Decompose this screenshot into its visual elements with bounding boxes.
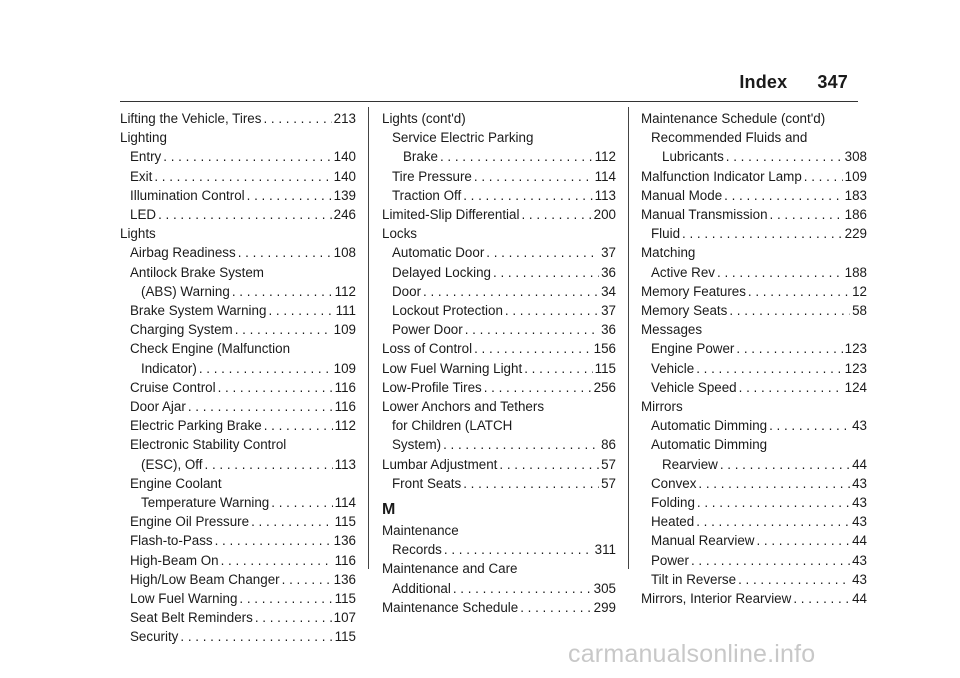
index-entry [382, 339, 616, 358]
dot-leader [736, 339, 842, 358]
entry-page: 44 [852, 533, 867, 549]
dot-leader [239, 589, 332, 608]
dot-leader [453, 579, 592, 598]
index-entry [120, 397, 356, 416]
index-entry [120, 359, 356, 378]
index-entry [120, 243, 356, 262]
watermark: carmanualsonline.info [568, 640, 816, 668]
dot-leader [268, 301, 333, 320]
entry-term: Manual Mode [641, 187, 723, 203]
entry-term: Door Ajar [130, 399, 186, 415]
index-column-3 [641, 109, 867, 608]
dot-leader [769, 416, 850, 435]
index-entry [641, 167, 867, 186]
dot-leader [474, 167, 593, 186]
entry-page: 43 [852, 514, 867, 530]
entry-term: Memory Features [641, 283, 746, 299]
entry-term: Active Rev [651, 264, 715, 280]
dot-leader [486, 243, 599, 262]
index-entry [641, 570, 867, 589]
index-entry [120, 512, 356, 531]
section-letter: M [382, 501, 396, 519]
entry-term: Power [651, 552, 689, 568]
entry-page: 112 [334, 418, 356, 434]
index-entry [641, 531, 867, 550]
dot-leader [221, 551, 333, 570]
entry-page: 36 [601, 264, 616, 280]
dot-leader [188, 397, 333, 416]
entry-term: Manual Transmission [641, 207, 768, 223]
index-entry [382, 167, 616, 186]
entry-term: Electric Parking Brake [130, 418, 262, 434]
entry-term: Fluid [651, 226, 681, 242]
dot-leader [158, 205, 332, 224]
dot-leader [232, 282, 333, 301]
index-entry [382, 455, 616, 474]
entry-term: Lockout Protection [392, 303, 503, 319]
entry-page: 44 [852, 456, 867, 472]
entry-page: 256 [593, 379, 616, 395]
index-entry [120, 320, 356, 339]
dot-leader [738, 570, 850, 589]
entry-page: 109 [333, 322, 356, 338]
entry-page: 37 [601, 245, 616, 261]
entry-page: 112 [334, 283, 356, 299]
index-heading: Locks [382, 226, 417, 242]
entry-page: 115 [334, 514, 356, 530]
entry-term: Traction Off [392, 187, 462, 203]
entry-page: 115 [334, 591, 356, 607]
entry-page: 112 [594, 149, 616, 165]
index-entry [382, 263, 616, 282]
index-entry [641, 186, 867, 205]
entry-page: 246 [333, 207, 356, 223]
entry-page: 113 [334, 456, 356, 472]
dot-leader [493, 263, 599, 282]
entry-term: Tire Pressure [392, 168, 472, 184]
index-entry [120, 147, 356, 166]
dot-leader [729, 301, 850, 320]
entry-term: Malfunction Indicator Lamp [641, 168, 802, 184]
entry-page: 37 [601, 303, 616, 319]
dot-leader [251, 512, 333, 531]
dot-leader [465, 320, 599, 339]
entry-term: Vehicle [651, 360, 695, 376]
index-column-1 [120, 109, 356, 647]
entry-term: High-Beam On [130, 552, 219, 568]
dot-leader [793, 589, 850, 608]
index-heading: Lights [120, 226, 156, 242]
entry-term: Limited-Slip Differential [382, 207, 520, 223]
index-heading: for Children (LATCH [392, 418, 513, 434]
entry-term: Lumbar Adjustment [382, 456, 498, 472]
entry-term: Vehicle Speed [651, 379, 737, 395]
dot-leader [218, 378, 333, 397]
index-entry [641, 551, 867, 570]
dot-leader [163, 147, 331, 166]
entry-page: 109 [844, 168, 867, 184]
entry-page: 123 [844, 360, 867, 376]
entry-term: Power Door [392, 322, 463, 338]
dot-leader [463, 474, 599, 493]
index-entry [382, 359, 616, 378]
index-entry [120, 455, 356, 474]
dot-leader [696, 359, 842, 378]
dot-leader [154, 167, 331, 186]
index-heading: Service Electric Parking [392, 130, 534, 146]
index-heading: Electronic Stability Control [130, 437, 287, 453]
entry-page: 186 [844, 207, 867, 223]
entry-page: 44 [852, 591, 867, 607]
index-entry [641, 455, 867, 474]
entry-page: 140 [333, 168, 356, 184]
dot-leader [440, 147, 593, 166]
entry-term: Cruise Control [130, 379, 216, 395]
dot-leader [271, 493, 332, 512]
entry-page: 183 [844, 187, 867, 203]
dot-leader [524, 359, 592, 378]
index-entry [120, 186, 356, 205]
index-entry [120, 378, 356, 397]
entry-term: Door [392, 283, 422, 299]
dot-leader [698, 474, 850, 493]
entry-term: Front Seats [392, 475, 462, 491]
entry-term: Memory Seats [641, 303, 728, 319]
entry-page: 136 [333, 571, 356, 587]
index-heading: Engine Coolant [130, 475, 222, 491]
dot-leader [748, 282, 850, 301]
entry-term: Loss of Control [382, 341, 473, 357]
entry-term: Tilt in Reverse [651, 571, 737, 587]
entry-term: Brake [403, 149, 438, 165]
index-heading: Maintenance [382, 523, 459, 539]
index-entry [641, 282, 867, 301]
dot-leader [474, 339, 592, 358]
entry-page: 116 [334, 379, 356, 395]
index-entry [382, 378, 616, 397]
dot-leader [263, 109, 331, 128]
index-entry [120, 416, 356, 435]
entry-term: Convex [651, 475, 697, 491]
entry-term: Lubricants [662, 149, 724, 165]
column-divider [628, 107, 629, 569]
index-entry [382, 243, 616, 262]
entry-page: 188 [844, 264, 867, 280]
index-entry [382, 186, 616, 205]
entry-page: 12 [852, 283, 867, 299]
entry-page: 111 [335, 303, 356, 319]
index-entry [641, 224, 867, 243]
dot-leader [726, 147, 843, 166]
entry-term: Low-Profile Tires [382, 379, 482, 395]
entry-term: Seat Belt Reminders [130, 610, 253, 626]
entry-term: Charging System [130, 322, 233, 338]
dot-leader [235, 320, 332, 339]
entry-term: Automatic Door [392, 245, 485, 261]
dot-leader [205, 455, 333, 474]
dot-leader [697, 493, 850, 512]
index-entry [382, 435, 616, 454]
entry-term: Mirrors, Interior Rearview [641, 591, 792, 607]
entry-page: 200 [593, 207, 616, 223]
index-entry [641, 263, 867, 282]
entry-page: 43 [852, 552, 867, 568]
index-entry [382, 282, 616, 301]
index-entry [641, 589, 867, 608]
dot-leader [484, 378, 592, 397]
entry-page: 229 [844, 226, 867, 242]
entry-page: 213 [333, 111, 356, 126]
entry-term: Maintenance Schedule [382, 599, 519, 615]
index-entry [120, 589, 356, 608]
entry-page: 311 [594, 542, 616, 558]
entry-page: 43 [852, 418, 867, 434]
entry-term: Engine Power [651, 341, 735, 357]
entry-page: 114 [594, 168, 616, 184]
index-entry [641, 512, 867, 531]
index-entry [120, 205, 356, 224]
dot-leader [463, 186, 592, 205]
index-entry [120, 493, 356, 512]
entry-page: 299 [593, 599, 616, 615]
index-heading: Lower Anchors and Tethers [382, 399, 545, 415]
index-heading: Lighting [120, 130, 167, 146]
entry-page: 36 [601, 322, 616, 338]
dot-leader [423, 282, 599, 301]
index-heading: Maintenance and Care [382, 561, 518, 577]
dot-leader [717, 263, 843, 282]
index-entry [382, 205, 616, 224]
entry-page: 113 [594, 187, 616, 203]
dot-leader [804, 167, 843, 186]
index-entry [641, 359, 867, 378]
dot-leader [264, 416, 333, 435]
entry-term: Folding [651, 495, 695, 511]
entry-term: LED [130, 207, 157, 223]
index-heading: Messages [641, 322, 703, 338]
entry-page: 124 [844, 379, 867, 395]
index-entry [382, 147, 616, 166]
entry-term: Exit [130, 168, 153, 184]
entry-term: Rearview [662, 456, 718, 472]
index-entry [382, 320, 616, 339]
index-entry [641, 474, 867, 493]
page-number: 347 [817, 72, 848, 92]
index-heading: Recommended Fluids and [651, 130, 808, 146]
index-entry [120, 301, 356, 320]
index-heading: Maintenance Schedule (cont'd) [641, 111, 826, 126]
index-heading: Matching [641, 245, 696, 261]
index-heading: Lights (cont'd) [382, 111, 466, 126]
entry-term: Automatic Dimming [651, 418, 768, 434]
entry-page: 123 [844, 341, 867, 357]
dot-leader [696, 512, 850, 531]
entry-page: 140 [333, 149, 356, 165]
dot-leader [444, 540, 593, 559]
entry-page: 156 [593, 341, 616, 357]
index-entry [382, 579, 616, 598]
dot-leader [724, 186, 843, 205]
entry-term: (ABS) Warning [141, 283, 230, 299]
dot-leader [238, 243, 332, 262]
entry-page: 114 [334, 495, 356, 511]
entry-page: 108 [333, 245, 356, 261]
entry-term: Heated [651, 514, 695, 530]
entry-term: Flash-to-Pass [130, 533, 213, 549]
index-entry [120, 570, 356, 589]
index-entry [120, 551, 356, 570]
header-rule [120, 101, 858, 102]
dot-leader [521, 205, 591, 224]
dot-leader [215, 531, 332, 550]
entry-term: Temperature Warning [141, 495, 270, 511]
dot-leader [505, 301, 599, 320]
dot-leader [499, 455, 599, 474]
entry-page: 109 [333, 360, 356, 376]
index-entry [120, 167, 356, 186]
entry-page: 34 [601, 283, 616, 299]
index-entry [641, 205, 867, 224]
index-entry [641, 147, 867, 166]
index-entry [641, 416, 867, 435]
entry-page: 115 [594, 360, 616, 376]
section-title: Index [739, 72, 788, 92]
entry-page: 115 [334, 629, 356, 645]
index-entry [120, 282, 356, 301]
entry-term: Records [392, 542, 442, 558]
entry-term: Lifting the Vehicle, Tires [120, 111, 262, 126]
index-column-2 [382, 109, 616, 617]
index-heading: Mirrors [641, 399, 683, 415]
dot-leader [282, 570, 332, 589]
index-entry [120, 627, 356, 646]
entry-term: System) [392, 437, 442, 453]
entry-term: Brake System Warning [130, 303, 267, 319]
dot-leader [247, 186, 332, 205]
entry-term: Airbag Readiness [130, 245, 236, 261]
entry-page: 43 [852, 495, 867, 511]
index-entry [120, 608, 356, 627]
entry-page: 43 [852, 475, 867, 491]
index-entry [120, 531, 356, 550]
entry-page: 57 [601, 456, 616, 472]
dot-leader [691, 551, 850, 570]
index-entry [641, 493, 867, 512]
index-entry [120, 109, 356, 128]
dot-leader [255, 608, 332, 627]
entry-page: 43 [852, 571, 867, 587]
dot-leader [199, 359, 332, 378]
entry-term: Illumination Control [130, 187, 245, 203]
entry-page: 136 [333, 533, 356, 549]
dot-leader [443, 435, 599, 454]
entry-term: Low Fuel Warning Light [382, 360, 523, 376]
entry-page: 58 [852, 303, 867, 319]
dot-leader [756, 531, 850, 550]
entry-page: 107 [333, 610, 356, 626]
column-divider [368, 107, 369, 569]
entry-term: Security [130, 629, 179, 645]
dot-leader [739, 378, 843, 397]
index-entry [641, 301, 867, 320]
entry-page: 305 [593, 580, 616, 596]
entry-term: Engine Oil Pressure [130, 514, 250, 530]
entry-term: Low Fuel Warning [130, 591, 238, 607]
page-header [739, 72, 848, 93]
entry-page: 308 [844, 149, 867, 165]
dot-leader [180, 627, 332, 646]
entry-term: High/Low Beam Changer [130, 571, 280, 587]
dot-leader [520, 598, 591, 617]
index-entry [382, 598, 616, 617]
entry-page: 86 [601, 437, 616, 453]
entry-page: 139 [333, 187, 356, 203]
dot-leader [720, 455, 850, 474]
entry-page: 116 [334, 399, 356, 415]
index-entry [641, 378, 867, 397]
index-heading: Antilock Brake System [130, 264, 264, 280]
dot-leader [770, 205, 843, 224]
index-heading: Check Engine (Malfunction [130, 341, 291, 357]
entry-term: Entry [130, 149, 162, 165]
entry-term: Indicator) [141, 360, 197, 376]
entry-page: 116 [334, 552, 356, 568]
index-entry [382, 474, 616, 493]
index-entry [382, 301, 616, 320]
entry-page: 57 [601, 475, 616, 491]
index-entry [641, 339, 867, 358]
entry-term: Manual Rearview [651, 533, 755, 549]
dot-leader [682, 224, 843, 243]
entry-term: (ESC), Off [141, 456, 203, 472]
index-heading: Automatic Dimming [651, 437, 768, 453]
index-entry [382, 540, 616, 559]
entry-term: Additional [392, 580, 451, 596]
entry-term: Delayed Locking [392, 264, 492, 280]
